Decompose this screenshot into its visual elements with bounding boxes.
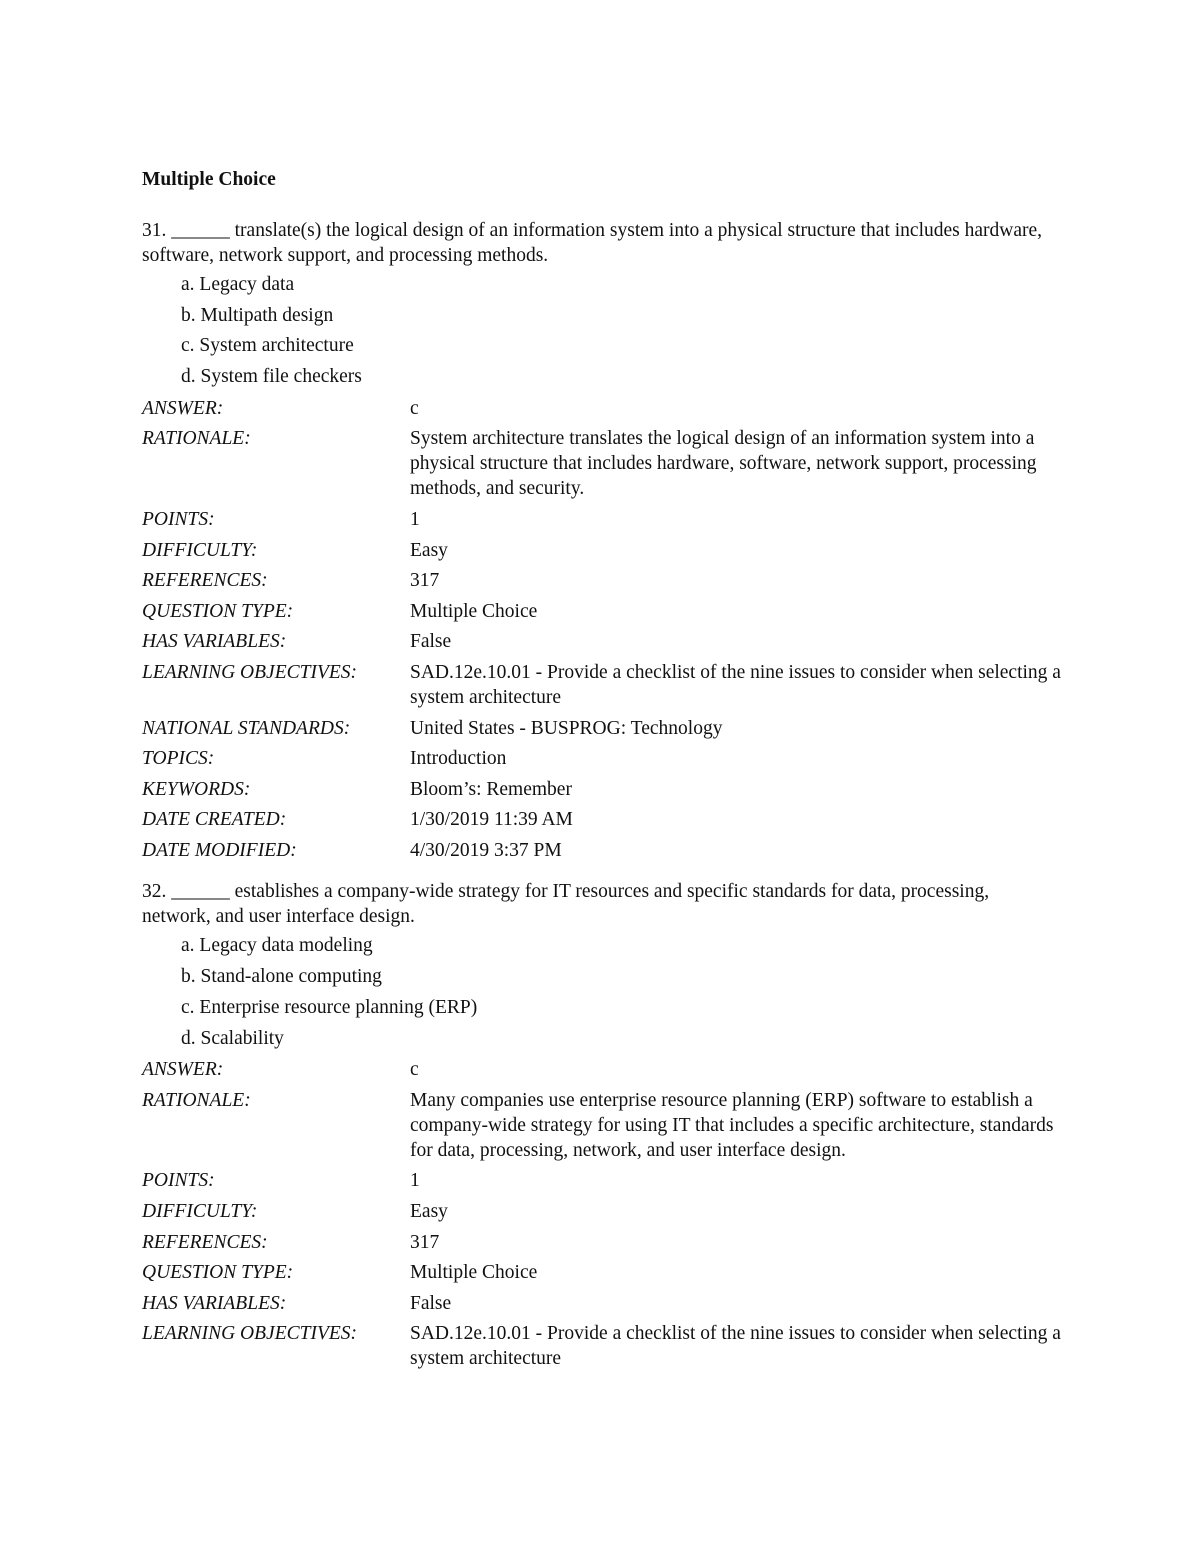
metadata-value: Bloom’s: Remember xyxy=(410,778,572,800)
answer-option: b. Stand-alone computing xyxy=(181,966,382,988)
metadata-value: 1/30/2019 11:39 AM xyxy=(410,809,573,831)
metadata-label: LEARNING OBJECTIVES: xyxy=(142,661,358,683)
answer-options xyxy=(142,270,1062,393)
metadata-label: RATIONALE: xyxy=(142,1089,251,1111)
metadata-value: Introduction xyxy=(410,748,507,770)
metadata-label: HAS VARIABLES: xyxy=(142,631,287,653)
metadata-value: 317 xyxy=(410,1231,440,1253)
metadata-label: TOPICS: xyxy=(142,748,215,770)
metadata-value: United States - BUSPROG: Technology xyxy=(410,717,723,739)
metadata-value: 317 xyxy=(410,570,440,592)
metadata-value: Many companies use enterprise resource planning (ERP) software to establish a company-wide strategy for using IT that includes a specific architecture, standards for data, processing, network, and user interface design. xyxy=(410,1089,1054,1161)
metadata-label: RATIONALE: xyxy=(142,428,251,450)
question-block xyxy=(142,218,1062,865)
metadata-value: 4/30/2019 3:37 PM xyxy=(410,839,562,861)
answer-option: c. Enterprise resource planning (ERP) xyxy=(181,996,478,1018)
metadata-label: POINTS: xyxy=(142,1170,215,1192)
metadata-label: QUESTION TYPE: xyxy=(142,1262,294,1284)
metadata-label: DIFFICULTY: xyxy=(142,1201,258,1222)
metadata-value: 1 xyxy=(410,508,420,530)
metadata-value: Easy xyxy=(410,1201,448,1222)
answer-option: c. System architecture xyxy=(181,335,354,357)
metadata-label: HAS VARIABLES: xyxy=(142,1292,287,1314)
metadata-label: DATE MODIFIED: xyxy=(142,839,297,861)
metadata-label: POINTS: xyxy=(142,508,215,530)
metadata-value: False xyxy=(410,1292,452,1314)
document-content xyxy=(142,167,1062,1388)
metadata-value: System architecture translates the logical design of an information system into a physical structure that includes hardware, software, network support, processing methods, and security. xyxy=(410,428,1037,500)
metadata-label: REFERENCES: xyxy=(142,1231,268,1253)
metadata-label: KEYWORDS: xyxy=(142,778,251,800)
metadata-value: SAD.12e.10.01 - Provide a checklist of the nine issues to consider when selecting a system architecture xyxy=(410,1323,1061,1370)
answer-option: d. Scalability xyxy=(181,1027,284,1049)
metadata-value: SAD.12e.10.01 - Provide a checklist of the nine issues to consider when selecting a system architecture xyxy=(410,661,1061,708)
metadata-value: Multiple Choice xyxy=(410,600,538,622)
question-stem: 32. ______ establishes a company-wide strategy for IT resources and specific standards for data, processing, network, and user interface design. xyxy=(142,881,990,928)
metadata-label: ANSWER: xyxy=(142,1059,224,1081)
metadata-label: LEARNING OBJECTIVES: xyxy=(142,1323,358,1345)
answer-option: d. System file checkers xyxy=(181,366,362,388)
metadata-label: NATIONAL STANDARDS: xyxy=(142,717,351,739)
metadata-value: Easy xyxy=(410,539,448,561)
answer-options xyxy=(142,931,1062,1054)
question-metadata xyxy=(142,1054,1062,1374)
section-title: Multiple Choice xyxy=(142,169,276,190)
question-stem: 31. ______ translate(s) the logical design of an information system into a physical structure that includes hardware, software, network support, and processing methods. xyxy=(142,220,1043,266)
metadata-value: c xyxy=(410,397,419,419)
metadata-label: REFERENCES: xyxy=(142,570,268,592)
metadata-value: c xyxy=(410,1059,419,1081)
metadata-value: 1 xyxy=(410,1170,420,1192)
question-list xyxy=(142,218,1062,1374)
answer-option: b. Multipath design xyxy=(181,304,334,326)
question-metadata xyxy=(142,393,1062,866)
metadata-value: False xyxy=(410,631,452,653)
question-block xyxy=(142,879,1062,1374)
metadata-label: DATE CREATED: xyxy=(142,809,287,831)
metadata-label: DIFFICULTY: xyxy=(142,539,258,561)
metadata-value: Multiple Choice xyxy=(410,1262,538,1284)
metadata-label: QUESTION TYPE: xyxy=(142,600,294,622)
metadata-label: ANSWER: xyxy=(142,397,224,419)
answer-option: a. Legacy data modeling xyxy=(181,935,373,957)
answer-option: a. Legacy data xyxy=(181,274,295,295)
